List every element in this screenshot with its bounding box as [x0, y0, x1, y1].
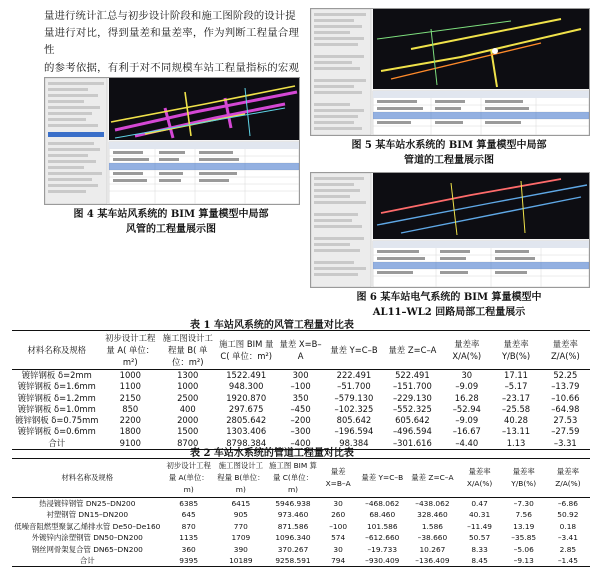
header-diff-z: 量差 Z=C–A	[383, 331, 443, 370]
table-row	[12, 381, 590, 392]
cell-value: –25.58	[501, 403, 531, 414]
cell-value: –5.06	[513, 544, 534, 554]
cell-value: 328.460	[417, 510, 448, 520]
cell-value: 5946.938	[275, 499, 311, 508]
cell-material: 镀锌钢板 δ=1.0mm	[17, 403, 96, 414]
cell-value: 50.92	[557, 510, 579, 520]
fig4-software-ui	[45, 78, 299, 204]
table-row	[12, 532, 590, 543]
cell-value: 30	[461, 370, 473, 380]
cell-value: 390	[233, 544, 248, 554]
figure-4-screenshot	[44, 77, 300, 205]
cell-value: 370.267	[277, 544, 309, 554]
cell-value: –16.67	[452, 426, 481, 437]
cell-value: –102.325	[334, 403, 374, 414]
cell-value: 1.13	[506, 437, 526, 448]
cell-value: 1800	[119, 426, 141, 437]
cell-value: 40.28	[504, 415, 529, 426]
intro-line: 量进行对比，得到量差和量差率，作为判断工程量合理性	[44, 27, 299, 57]
table-2-caption: 表 2 车站水系统的管道工程量对比表	[190, 448, 354, 459]
cell-value: 1522.491	[226, 370, 267, 380]
table-row	[12, 555, 590, 567]
header-prelim: 初步设计工程量 A(单位：m)	[163, 459, 215, 498]
caption-line: AL11–WL2 回路局部工程量展示	[372, 307, 526, 318]
cell-value: 300	[292, 370, 309, 380]
fig6-software-ui	[311, 173, 589, 287]
table-header-row	[12, 459, 590, 498]
cell-value: –64.98	[551, 403, 580, 414]
cell-material: 镀锌钢板 δ=1.6mm	[17, 381, 96, 392]
cell-value: 1920.870	[226, 392, 267, 403]
header-rate-y: 量差率 Y/B(%)	[491, 331, 540, 370]
cell-value: 2000	[177, 415, 199, 426]
cell-material: 合计	[48, 437, 66, 448]
header-diff-y: 量差 Y=C–B	[325, 331, 382, 370]
cell-value: 360	[181, 544, 196, 554]
cell-value: –300	[290, 426, 311, 437]
cell-value: –100	[290, 381, 311, 392]
cell-value: 30	[333, 544, 343, 554]
cell-value: –3.41	[557, 533, 578, 543]
header-construction: 施工图设计工程量 B( 单位：m²)	[159, 331, 216, 370]
header-material: 材料名称及规格	[12, 331, 102, 370]
cell-value: 10189	[229, 556, 253, 566]
cell-value: –438.062	[415, 499, 450, 508]
table-row	[12, 498, 590, 510]
table-row	[12, 370, 590, 382]
cell-value: –38.660	[417, 533, 448, 543]
header-bim: 施工图 BIM 量 C( 单位：m²)	[216, 331, 276, 370]
cell-value: 1500	[177, 426, 199, 437]
cell-value: 9258.591	[275, 556, 311, 566]
cell-value: 645	[181, 510, 196, 520]
table-1	[12, 330, 590, 450]
intro-line: 的参考依据，有利于对不同规模车站工程量指标的宏观	[44, 61, 299, 74]
cell-value: 297.675	[228, 403, 264, 414]
header-rate-x: 量差率 X/A(%)	[442, 331, 491, 370]
cell-value: 17.11	[504, 370, 529, 380]
cell-value: –6.86	[557, 499, 578, 508]
table-row	[12, 415, 590, 426]
cell-value: 794	[331, 556, 346, 566]
cell-value: –930.409	[365, 556, 400, 566]
cell-value: –400	[290, 437, 311, 448]
header-rate-x: 量差率 X/A(%)	[458, 459, 502, 498]
caption-line: 风管的工程量展示图	[126, 224, 216, 235]
cell-value: 101.586	[366, 521, 398, 531]
cell-value: 2200	[119, 415, 141, 426]
table-1-caption: 表 1 车站风系统的风管工程量对比表	[190, 320, 354, 331]
table-2-body	[12, 498, 590, 567]
header-rate-y: 量差率 Y/B(%)	[502, 459, 546, 498]
cell-value: 522.491	[395, 370, 430, 380]
cell-value: 50.57	[468, 533, 491, 543]
header-material: 材料名称及规格	[12, 459, 163, 498]
cell-value: 8.45	[471, 556, 488, 566]
table-row	[12, 393, 590, 404]
header-diff-z: 量差 Z=C–A	[407, 459, 457, 498]
cell-value: 8798.384	[226, 437, 267, 448]
cell-value: 350	[292, 392, 309, 403]
cell-value: 2.85	[559, 544, 577, 554]
cell-value: 2500	[177, 392, 199, 403]
cell-material: 热浸镀锌钢管 DN25–DN200	[39, 499, 136, 508]
cell-value: 1000	[119, 370, 141, 380]
table-row	[12, 544, 590, 555]
figure-6-screenshot	[310, 172, 590, 288]
cell-value: 7.56	[515, 510, 532, 520]
cell-value: –450	[290, 403, 311, 414]
cell-value: –13.11	[501, 426, 531, 437]
caption-line: 图 4 某车站风系统的 BIM 算量模型中局部	[73, 209, 269, 220]
table-row	[12, 426, 590, 437]
cell-value: –552.325	[392, 403, 432, 414]
cell-material: 镀锌钢板 δ=1.2mm	[17, 392, 96, 403]
header-prelim: 初步设计工程量 A( 单位：m²)	[102, 331, 159, 370]
cell-value: –496.594	[392, 426, 432, 437]
table-1-body	[12, 370, 590, 450]
cell-value: –1.45	[557, 556, 578, 566]
cell-value: 1100	[119, 381, 141, 392]
cell-value: –35.85	[511, 533, 537, 543]
cell-value: 6385	[179, 499, 199, 508]
cell-value: –5.17	[504, 381, 528, 392]
cell-value: –10.66	[551, 392, 580, 403]
cell-value: 850	[122, 403, 139, 414]
cell-value: –468.062	[365, 499, 400, 508]
cell-value: 870	[181, 521, 196, 531]
header-construction: 施工图设计工程量 B(单位：m)	[215, 459, 267, 498]
header-rate-z: 量差率 Z/A(%)	[541, 331, 590, 370]
cell-value: –27.59	[551, 426, 580, 437]
cell-value: 770	[233, 521, 248, 531]
table-2	[12, 458, 590, 567]
cell-material: 低噪音阻燃型聚氯乙烯排水管 De50–De160	[14, 521, 161, 531]
header-bim: 施工图 BIM 算量 C(单位：m)	[267, 459, 319, 498]
header-diff-x: 量差 X=B–A	[276, 331, 325, 370]
cell-material: 钢丝网骨架复合管 DN65–DN200	[31, 544, 143, 554]
header-rate-z: 量差率 Z/A(%)	[546, 459, 590, 498]
cell-material: 镀锌钢板 δ=2mm	[21, 370, 92, 380]
intro-line: 量进行统计汇总与初步设计阶段和施工图阶段的设计提	[44, 10, 296, 22]
cell-value: 973.460	[277, 510, 309, 520]
cell-value: 1303.406	[226, 426, 267, 437]
cell-value: 1135	[179, 533, 199, 543]
header-diff-y: 量差 Y=C–B	[357, 459, 407, 498]
cell-value: 1096.340	[275, 533, 311, 543]
cell-value: 40.31	[468, 510, 491, 520]
cell-value: 2805.642	[226, 415, 267, 426]
cell-value: –9.13	[513, 556, 534, 566]
cell-value: –13.79	[551, 381, 580, 392]
cell-value: –612.660	[365, 533, 400, 543]
cell-value: 68.460	[369, 510, 396, 520]
cell-value: –301.616	[392, 437, 432, 448]
cell-value: –11.49	[467, 521, 492, 531]
figure-5-caption	[310, 138, 588, 168]
cell-value: –100	[329, 521, 348, 531]
cell-value: 400	[179, 403, 196, 414]
cell-value: 0.18	[559, 521, 577, 531]
table-row	[12, 521, 590, 532]
cell-material: 镀锌钢板 δ=0.75mm	[15, 415, 99, 426]
cell-material: 镀锌钢板 δ=0.6mm	[17, 426, 96, 437]
cell-value: 6415	[231, 499, 251, 508]
cell-value: –136.409	[415, 556, 450, 566]
cell-value: 98.384	[339, 437, 369, 448]
cell-value: 9395	[179, 556, 199, 566]
cell-value: –23.17	[501, 392, 531, 403]
cell-value: –151.700	[392, 381, 432, 392]
table-row	[12, 509, 590, 520]
figure-5-screenshot	[310, 8, 590, 136]
cell-value: –4.40	[455, 437, 479, 448]
cell-value: 16.28	[454, 392, 479, 403]
cell-value: 1300	[177, 370, 199, 380]
cell-material: 外镀锌内涂塑钢管 DN50–DN200	[31, 533, 143, 543]
cell-value: –579.130	[334, 392, 374, 403]
cell-value: 574	[331, 533, 346, 543]
cell-value: 0.47	[471, 499, 488, 508]
cell-value: 8700	[177, 437, 199, 448]
cell-value: –3.31	[553, 437, 577, 448]
cell-value: 605.642	[395, 415, 430, 426]
cell-value: 27.53	[553, 415, 578, 426]
cell-value: –19.733	[367, 544, 398, 554]
table-row	[12, 404, 590, 415]
cell-value: –229.130	[392, 392, 432, 403]
cell-value: 2150	[119, 392, 141, 403]
caption-line: 图 5 某车站水系统的 BIM 算量模型中局部	[351, 140, 547, 151]
cell-value: 13.19	[513, 521, 535, 531]
cell-value: –51.700	[337, 381, 371, 392]
cell-material: 衬塑钢管 DN15–DN200	[46, 510, 129, 520]
cell-value: –200	[290, 415, 311, 426]
cell-value: 948.300	[228, 381, 264, 392]
cell-value: 52.25	[553, 370, 578, 380]
cell-value: –9.09	[455, 381, 479, 392]
figure-4-caption	[44, 207, 298, 237]
cell-value: 1709	[231, 533, 251, 543]
cell-value: 260	[331, 510, 346, 520]
caption-line: 管道的工程量展示图	[404, 155, 494, 166]
cell-value: 222.491	[336, 370, 372, 380]
cell-value: 30	[333, 499, 343, 508]
cell-value: –9.09	[455, 415, 479, 426]
fig5-software-ui	[311, 9, 589, 135]
cell-value: –196.594	[334, 426, 374, 437]
cell-value: 9100	[119, 437, 141, 448]
cell-material: 合计	[79, 556, 95, 566]
cell-value: 1.586	[421, 521, 443, 531]
cell-value: 905	[233, 510, 248, 520]
table-header-row	[12, 331, 590, 370]
caption-line: 图 6 某车站电气系统的 BIM 算量模型中	[356, 292, 542, 303]
cell-value: 871.586	[277, 521, 309, 531]
cell-value: –52.94	[452, 403, 481, 414]
cell-value: 10.267	[419, 544, 446, 554]
cell-value: 8.33	[471, 544, 488, 554]
cell-value: 1000	[177, 381, 199, 392]
header-diff-x: 量差 X=B–A	[319, 459, 357, 498]
cell-value: –7.30	[513, 499, 534, 508]
cell-value: 805.642	[336, 415, 372, 426]
